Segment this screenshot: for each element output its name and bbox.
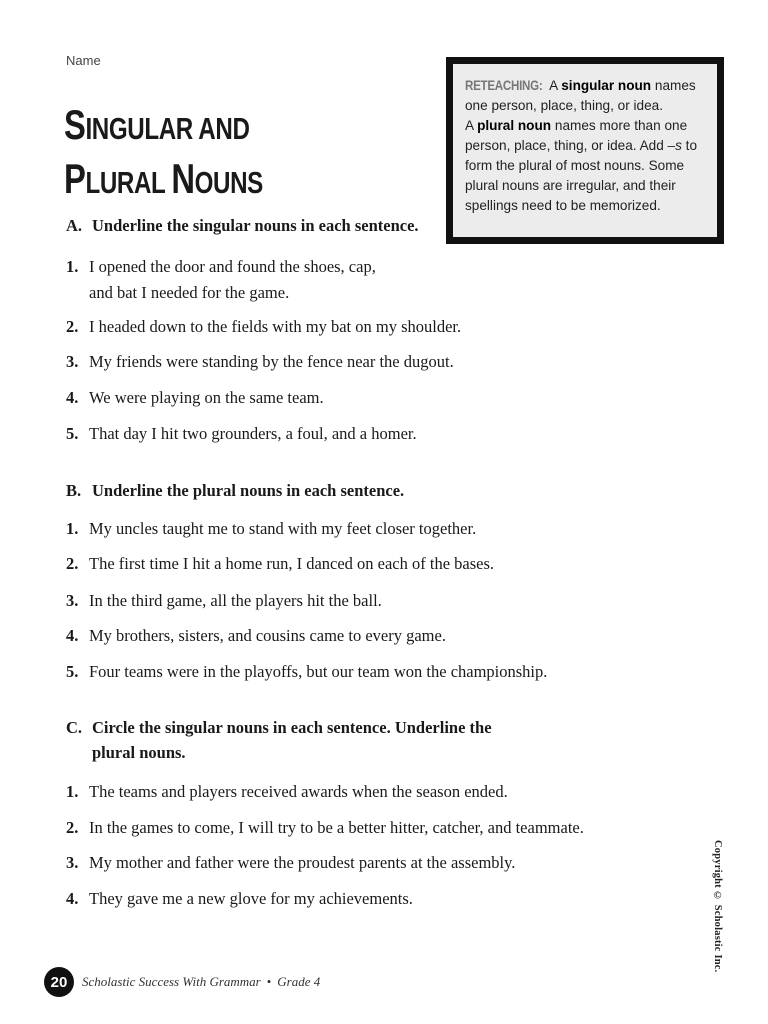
item-number: 1. <box>66 519 79 538</box>
item-text: That day I hit two grounders, a foul, and a homer. <box>89 424 417 443</box>
section-c-item-1 <box>66 779 508 805</box>
title-initial: N <box>171 155 195 202</box>
section-instruction-continued: plural nouns. <box>92 743 186 762</box>
item-text: The first time I hit a home run, I danced on each of the bases. <box>89 554 495 573</box>
item-text: My uncles taught me to stand with my feet closer together. <box>89 519 477 538</box>
reteaching-text: names one person, place, thing, or idea. <box>465 78 696 113</box>
name-label: Name <box>66 53 101 68</box>
item-number: 2. <box>66 818 79 837</box>
section-b-heading <box>66 478 404 503</box>
section-letter: C. <box>66 718 83 737</box>
item-text: In the games to come, I will try to be a better hitter, catcher, and teammate. <box>89 818 584 837</box>
section-c-item-3 <box>66 850 515 876</box>
section-b-item-4 <box>66 623 446 649</box>
item-text: I headed down to the fields with my bat on my shoulder. <box>89 317 462 336</box>
item-text: The teams and players received awards when the season ended. <box>89 782 508 801</box>
section-a-heading <box>66 213 419 238</box>
section-instruction: Circle the singular nouns in each sentence. Underline the <box>92 718 492 737</box>
title-rest: OUNS <box>194 165 263 200</box>
item-text: We were playing on the same team. <box>89 388 324 407</box>
reteaching-label: RETEACHING: <box>465 78 543 93</box>
page-footer <box>44 966 320 998</box>
copyright-notice: Copyright © Scholastic Inc. <box>712 840 723 973</box>
item-text: My brothers, sisters, and cousins came to every game. <box>89 626 446 645</box>
section-instruction: Underline the singular nouns in each sentence. <box>92 216 419 235</box>
section-instruction: Underline the plural nouns in each sentence. <box>92 481 405 500</box>
item-number: 3. <box>66 853 79 872</box>
footer-bullet: • <box>266 974 272 989</box>
term-plural-noun: plural noun <box>477 118 552 133</box>
section-b-item-5 <box>66 659 547 685</box>
title-initial: S <box>64 101 86 148</box>
section-letter: A. <box>66 216 83 235</box>
reteaching-box <box>446 57 724 244</box>
section-a-item-4 <box>66 385 324 411</box>
item-text: In the third game, all the players hit the ball. <box>89 591 382 610</box>
title-initial: P <box>64 155 86 202</box>
item-text: I opened the door and found the shoes, cap, <box>89 257 376 276</box>
item-number: 5. <box>66 424 79 443</box>
item-number: 3. <box>66 591 79 610</box>
title-rest: LURAL <box>85 165 172 200</box>
section-b-item-1 <box>66 516 476 542</box>
page-number-badge: 20 <box>44 967 74 997</box>
item-number: 5. <box>66 662 79 681</box>
section-c-heading <box>66 715 492 765</box>
title-line-1 <box>64 100 263 154</box>
term-singular-noun: singular noun <box>561 78 652 93</box>
section-b-item-3 <box>66 588 382 614</box>
item-number: 3. <box>66 352 79 371</box>
reteaching-text: A <box>546 78 562 93</box>
suffix-s: –s <box>667 138 682 153</box>
item-number: 2. <box>66 554 79 573</box>
item-number: 4. <box>66 889 79 908</box>
item-number: 2. <box>66 317 79 336</box>
item-text: My friends were standing by the fence near the dugout. <box>89 352 454 371</box>
reteaching-text: to form the plural of most nouns. Some plural nouns are irregular, and their spellings need to be memorized. <box>465 138 698 213</box>
title-line-2 <box>64 154 263 208</box>
book-title: Scholastic Success With Grammar <box>82 974 261 989</box>
grade-label: Grade 4 <box>277 974 321 989</box>
item-number: 4. <box>66 388 79 407</box>
reteaching-text: names more than one person, place, thing, or idea. Add <box>465 118 688 153</box>
section-a-item-5 <box>66 421 417 447</box>
section-a-item-2 <box>66 314 461 340</box>
item-number: 4. <box>66 626 79 645</box>
section-a-item-1 <box>66 254 376 306</box>
item-text-continued: and bat I needed for the game. <box>89 283 290 302</box>
title-rest: INGULAR AND <box>85 111 250 146</box>
item-text: My mother and father were the proudest parents at the assembly. <box>89 853 516 872</box>
item-number: 1. <box>66 257 79 276</box>
section-c-item-2 <box>66 815 584 841</box>
item-number: 1. <box>66 782 79 801</box>
section-letter: B. <box>66 481 82 500</box>
section-a-item-3 <box>66 349 454 375</box>
footer-text <box>82 974 320 990</box>
section-b-item-2 <box>66 551 494 577</box>
page-title <box>64 100 263 208</box>
reteaching-text: A <box>465 118 478 133</box>
item-text: Four teams were in the playoffs, but our team won the championship. <box>89 662 548 681</box>
item-text: They gave me a new glove for my achievements. <box>89 889 413 908</box>
section-c-item-4 <box>66 886 413 912</box>
